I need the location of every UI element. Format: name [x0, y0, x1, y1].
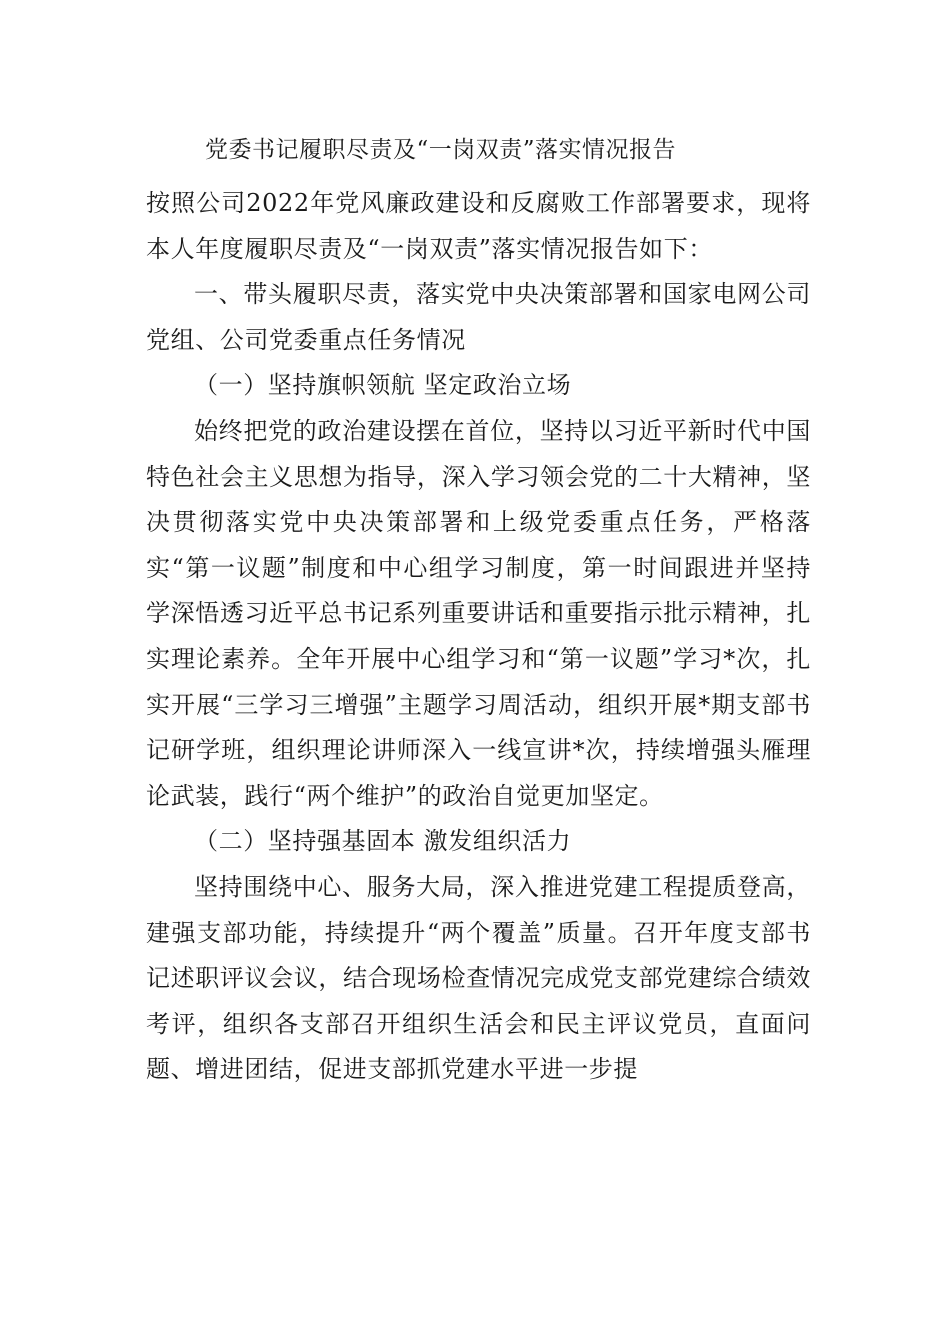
- paragraph-intro: 按照公司2022年党风廉政建设和反腐败工作部署要求，现将本人年度履职尽责及“一岗双责”落实情况报告如下：: [146, 189, 811, 263]
- document-title: 党委书记履职尽责及“一岗双责”落实情况报告: [205, 137, 677, 163]
- document-body: [146, 181, 811, 1093]
- paragraph-political: 始终把党的政治建设摆在首位，坚持以习近平新时代中国特色社会主义思想为指导，深入学习领会党的二十大精神，坚决贯彻落实党中央决策部署和上级党委重点任务，严格落实“第一议题”制度和中心组学习制度，第一时间跟进并坚持学深悟透习近平总书记系列重要讲话和重要指示批示精神，扎实理论素养。全年开展中心组学习和“第一议题”学习*次，扎实开展“三学习三增强”主题学习周活动，组织开展*期支部书记研学班，组织理论讲师深入一线宣讲*次，持续增强头雁理论武装，践行“两个维护”的政治自觉更加坚定。: [146, 416, 811, 810]
- paragraph-organization: 坚持围绕中心、服务大局，深入推进党建工程提质登高，建强支部功能，持续提升“两个覆盖”质量。召开年度支部书记述职评议会议，结合现场检查情况完成党支部党建综合绩效考评，组织各支部召开组织生活会和民主评议党员，直面问题、增进团结，促进支部抓党建水平进一步提: [146, 872, 811, 1084]
- subsection-heading-1: （一）坚持旗帜领航 坚定政治立场: [194, 371, 572, 400]
- section-heading-1: 一、带头履职尽责，落实党中央决策部署和国家电网公司党组、公司党委重点任务情况: [146, 280, 811, 354]
- subsection-heading-2: （二）坚持强基固本 激发组织活力: [194, 827, 572, 856]
